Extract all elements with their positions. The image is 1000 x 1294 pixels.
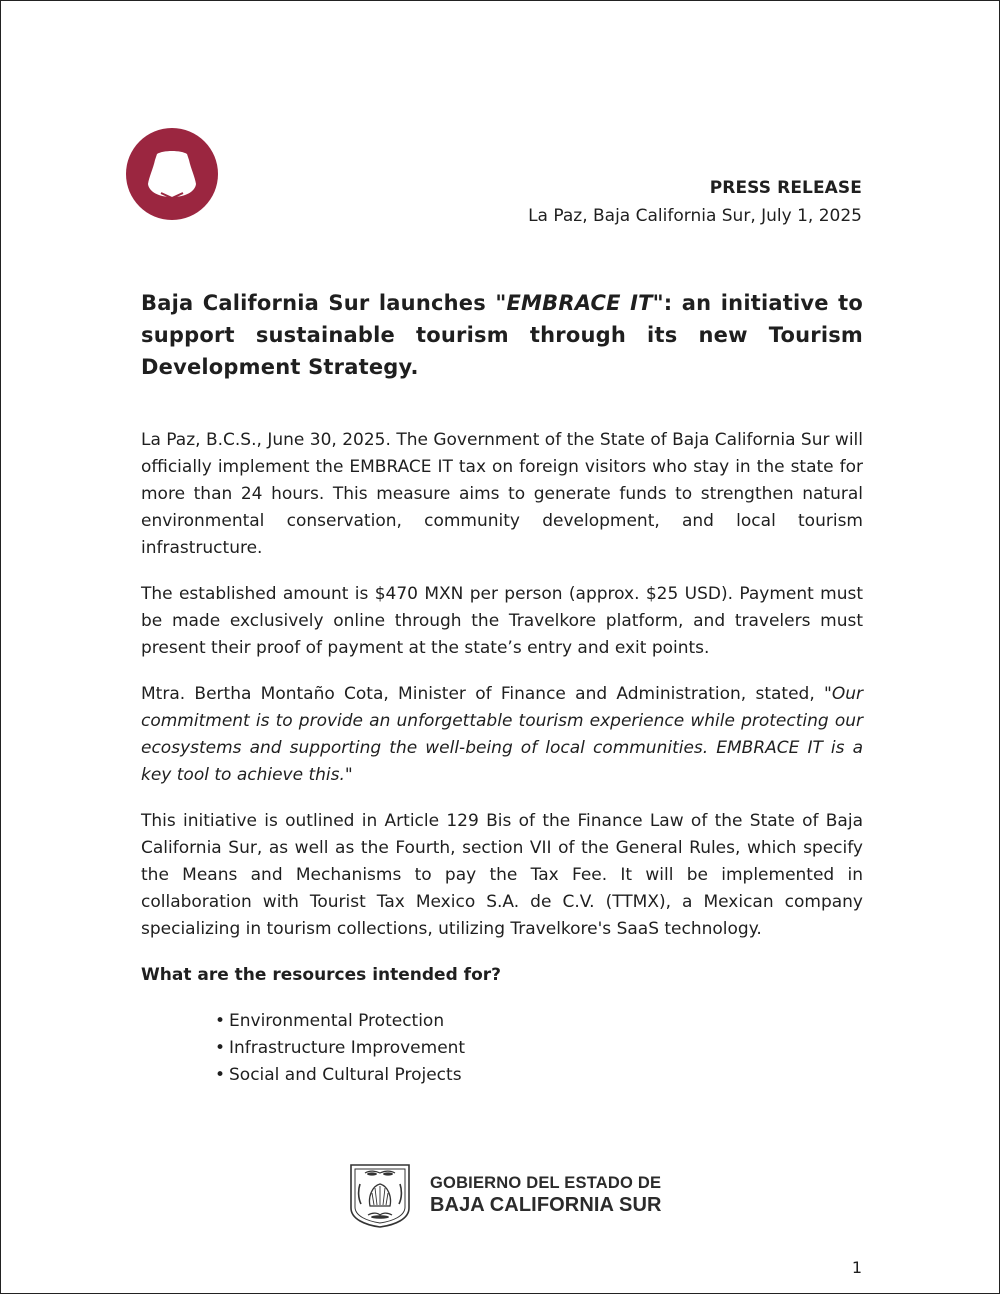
footer-government-logo	[348, 1162, 662, 1228]
resources-list	[141, 1008, 863, 1089]
header-block	[528, 175, 862, 231]
quote-text: Our commitment is to provide an unforgettable tourism experience while protecting our ecosystems and supporting the well-being of local communities. EMBRACE IT is a key tool to achieve this.	[141, 684, 863, 785]
headline-part-2: ": an initiative to support sustainable tourism through its new Tourism Development Strategy.	[141, 291, 863, 379]
list-item-label: Social and Cultural Projects	[229, 1065, 462, 1085]
paragraph-4: This initiative is outlined in Article 129 Bis of the Finance Law of the State of Baja California Sur, as well as the Fourth, section VII of the General Rules, which specify the Means and Mechanisms to pay the Tax Fee. It will be implemented in collaboration with Tourist Tax Mexico S.A. de C.V. (TTMX), a Mexican company specializing in tourism collections, utilizing Travelkore's SaaS technology.	[141, 811, 863, 939]
list-item	[215, 1062, 863, 1089]
list-item-label: Environmental Protection	[229, 1011, 445, 1031]
list-item-label: Infrastructure Improvement	[229, 1038, 466, 1058]
headline	[141, 287, 863, 383]
headline-part-1: Baja California Sur launches "	[141, 291, 507, 315]
list-item	[215, 1035, 863, 1062]
bullet-icon: •	[215, 1038, 226, 1058]
resources-heading: What are the resources intended for?	[141, 965, 501, 985]
quote-attribution: Mtra. Bertha Montaño Cota, Minister of Finance and Administration, stated, "	[141, 684, 832, 704]
government-name-line-1: GOBIERNO DEL ESTADO DE	[430, 1174, 662, 1192]
press-release-label: PRESS RELEASE	[709, 178, 862, 198]
state-crest-icon	[348, 1162, 412, 1228]
header-dateline: La Paz, Baja California Sur, July 1, 2025	[528, 206, 862, 226]
paragraph-3	[141, 681, 863, 789]
headline-emphasis: EMBRACE IT	[506, 291, 653, 315]
government-name-line-2: BAJA CALIFORNIA SUR	[430, 1194, 662, 1216]
paragraph-1: La Paz, B.C.S., June 30, 2025. The Government of the State of Baja California Sur will officially implement the EMBRACE IT tax on foreign visitors who stay in the state for more than 24 hours. This measure aims to generate funds to strengthen natural environmental conservation, community development, and local tourism infrastructure.	[141, 430, 863, 558]
page-number: 1	[851, 1258, 862, 1277]
quote-close: "	[344, 765, 353, 785]
government-name	[430, 1173, 662, 1217]
paragraph-2: The established amount is $470 MXN per person (approx. $25 USD). Payment must be made exclusively online through the Travelkore platform, and travelers must present their proof of payment at the state’s entry and exit points.	[141, 584, 863, 658]
bullet-icon: •	[215, 1065, 226, 1085]
article-body	[141, 427, 863, 1089]
list-item	[215, 1008, 863, 1035]
bullet-icon: •	[215, 1011, 226, 1031]
shell-logo-icon	[125, 127, 219, 221]
